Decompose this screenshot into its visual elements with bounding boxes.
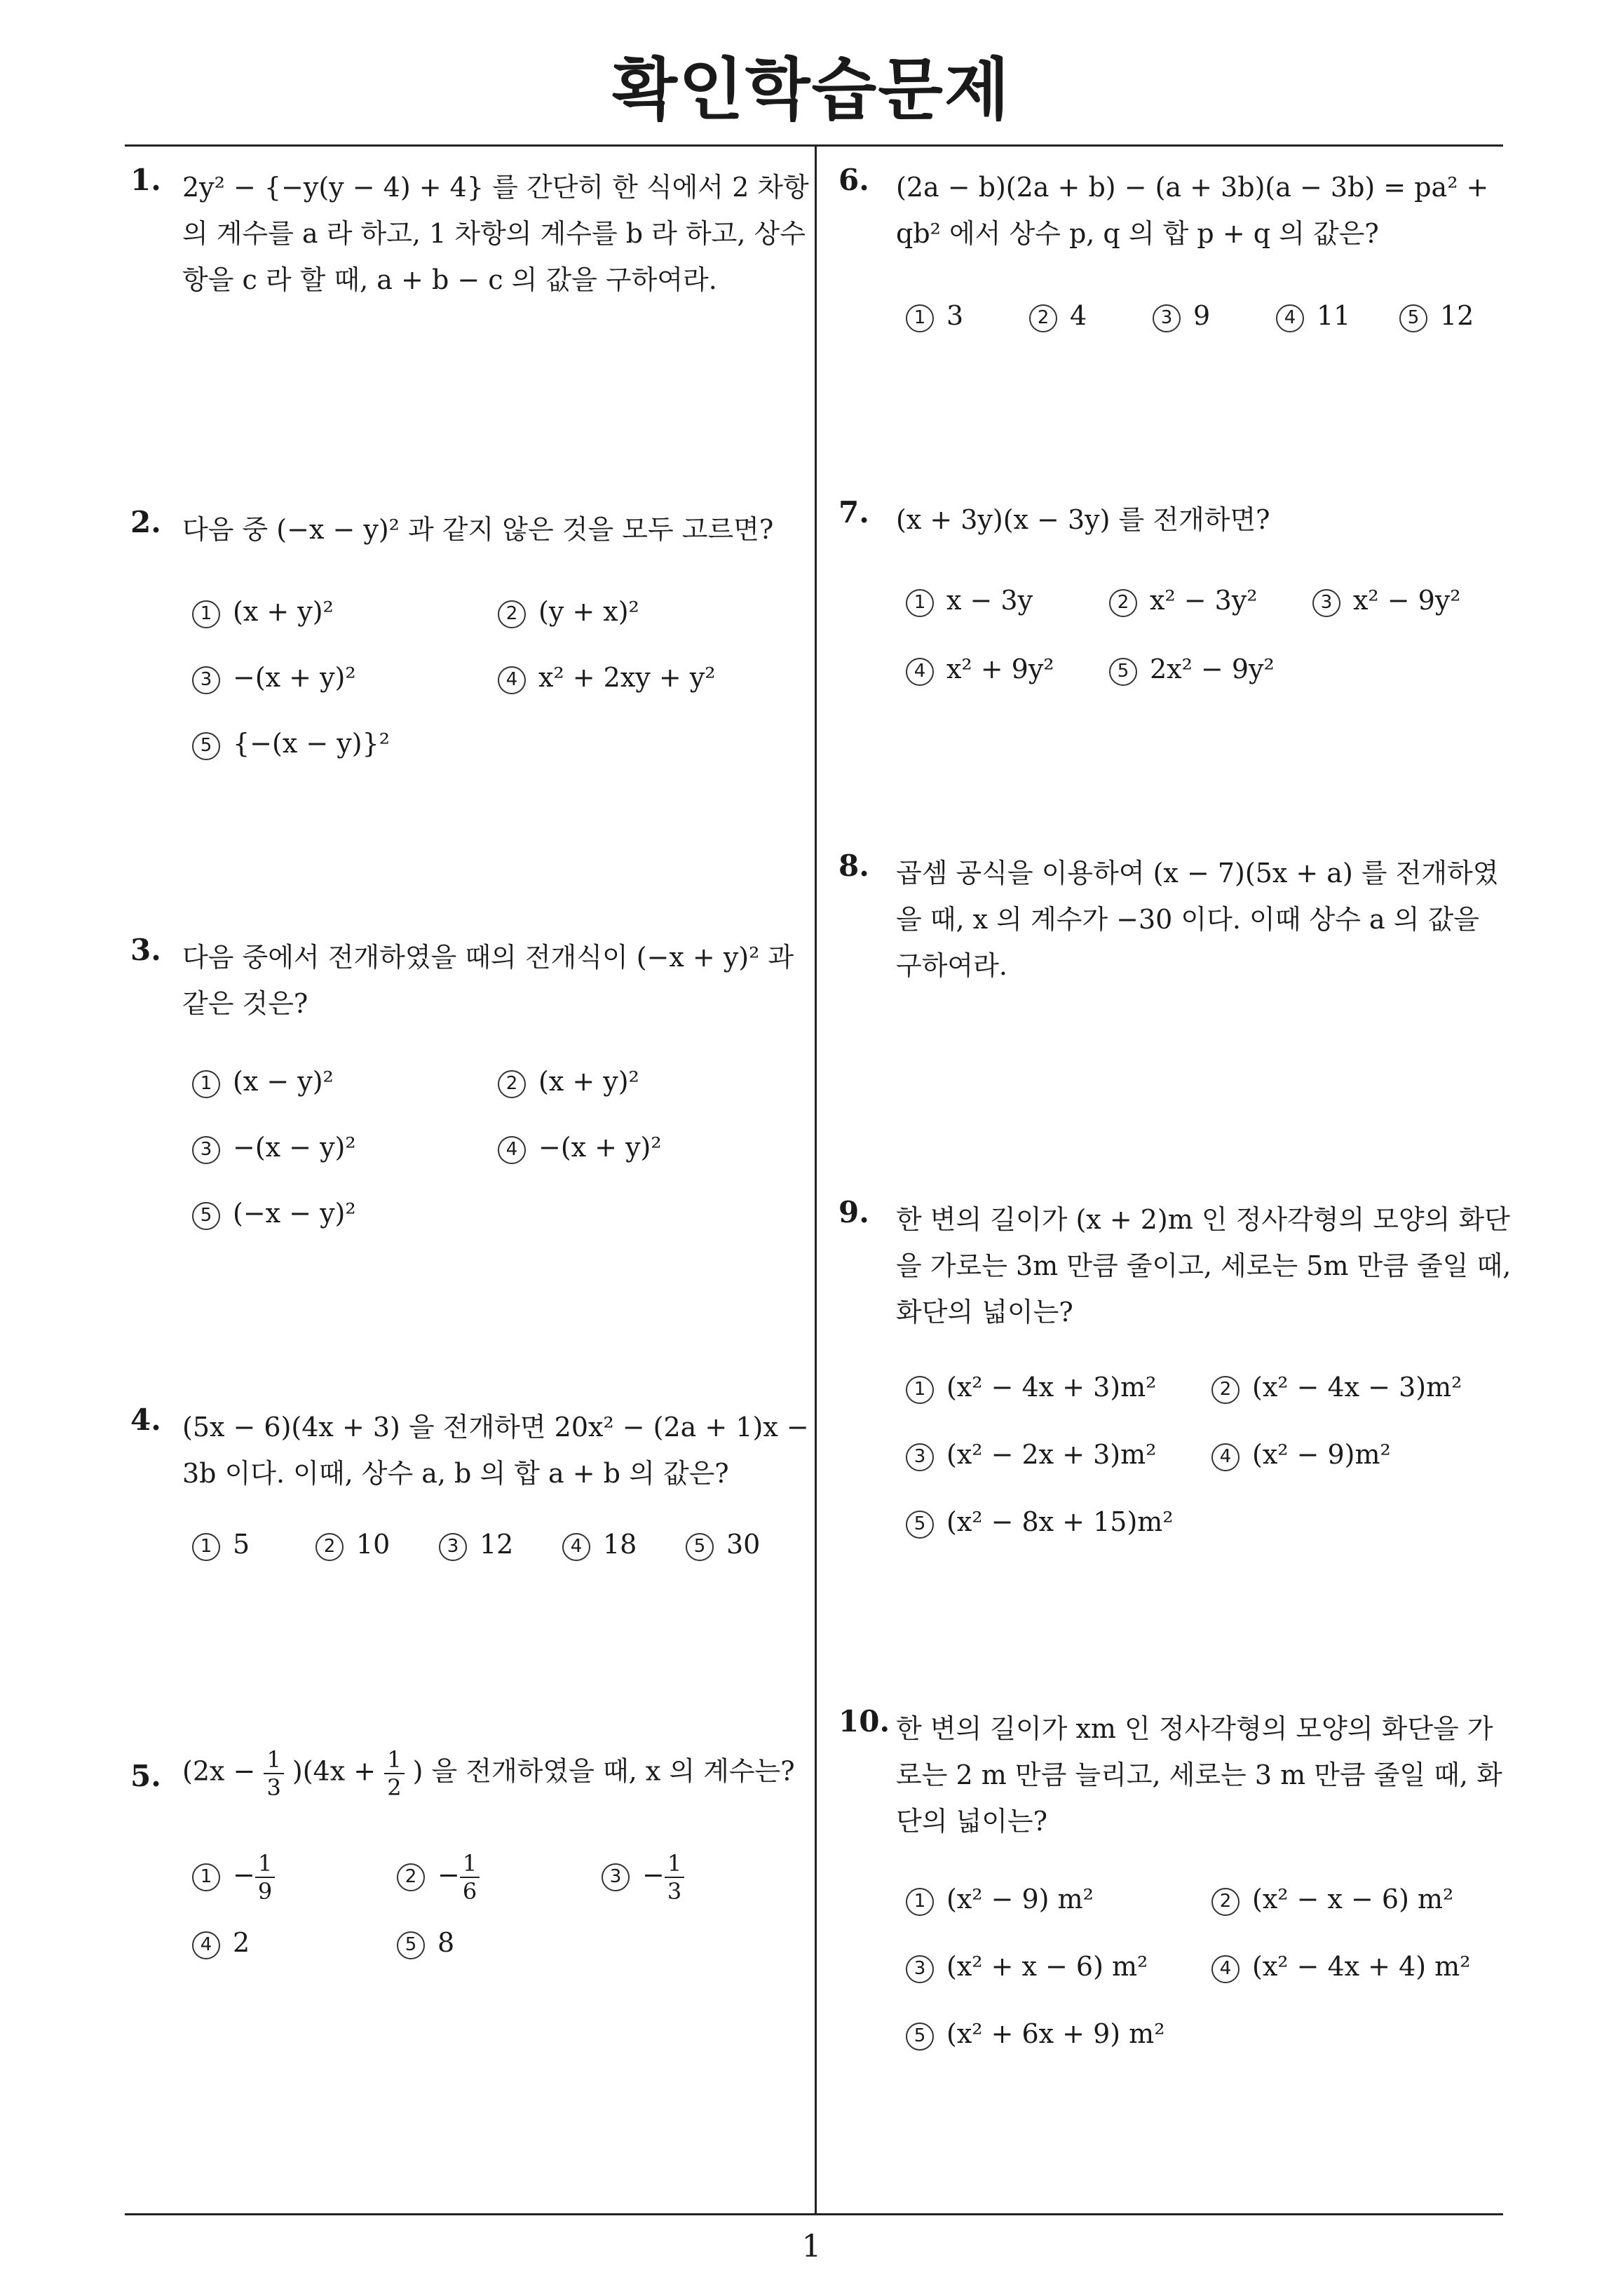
option-mark: 2 — [315, 1533, 344, 1561]
option-4[interactable]: 4 x² + 9y² — [906, 654, 1054, 686]
option-mark: 5 — [397, 1931, 425, 1959]
option-3[interactable]: 3 (x² + x − 6) m² — [906, 1951, 1148, 1983]
page-number: 1 — [801, 2229, 822, 2264]
option-mark: 4 — [1211, 1955, 1240, 1983]
option-3[interactable]: 3 −(x + y)² — [192, 662, 356, 694]
option-2[interactable]: 2 10 — [315, 1529, 390, 1561]
option-2[interactable]: 2 (x + y)² — [498, 1066, 639, 1098]
option-3[interactable]: 3 − $\frac{1}{3}$ — [602, 1850, 684, 1905]
option-1[interactable]: 1 (x² − 9) m² — [906, 1884, 1094, 1916]
option-mark: 3 — [602, 1863, 630, 1891]
question-number: 3. — [130, 933, 161, 967]
option-4[interactable]: 4 (x² − 9)m² — [1211, 1439, 1391, 1471]
option-5[interactable]: 5 2x² − 9y² — [1109, 654, 1275, 686]
option-mark: 2 — [1109, 589, 1137, 617]
question-number: 4. — [130, 1403, 161, 1437]
question-number: 9. — [838, 1195, 869, 1229]
option-mark: 1 — [192, 1070, 220, 1098]
option-mark: 2 — [397, 1863, 425, 1891]
option-mark: 5 — [192, 732, 220, 760]
option-4[interactable]: 4 x² + 2xy + y² — [498, 662, 715, 694]
option-1[interactable]: 1 x − 3y — [906, 585, 1033, 617]
question-text: 곱셈 공식을 이용하여 (x − 7)(5x + a) 를 전개하였을 때, x 의 계수가 −30 이다. 이때 상수 a 의 값을 구하여라. — [896, 858, 1499, 981]
question-number: 1. — [130, 163, 161, 197]
option-1[interactable]: 1 − $\frac{1}{9}$ — [192, 1850, 275, 1905]
option-mark: 1 — [192, 600, 220, 628]
option-3[interactable]: 3 x² − 9y² — [1312, 585, 1461, 617]
question-text: 다음 중 (−x − y)² 과 같지 않은 것을 모두 고르면? — [182, 514, 774, 545]
question-text: (x + 3y)(x − 3y) 를 전개하면? — [896, 504, 1270, 535]
option-2[interactable]: 2 (y + x)² — [498, 596, 639, 628]
option-5[interactable]: 5 (x² − 8x + 15)m² — [906, 1506, 1174, 1539]
option-mark: 3 — [192, 1136, 220, 1164]
fraction: $\frac{1}{6}$ — [460, 1850, 480, 1905]
question-text: (5x − 6)(4x + 3) 을 전개하면 20x² − (2a + 1)x − 3b 이다. 이때, 상수 a, b 의 합 a + b 의 값은? — [182, 1412, 809, 1489]
option-mark: 3 — [1312, 589, 1340, 617]
option-mark: 3 — [1153, 304, 1181, 332]
option-2[interactable]: 2 − $\frac{1}{6}$ — [397, 1850, 480, 1905]
option-mark: 1 — [906, 1376, 934, 1404]
question-number: 2. — [130, 505, 161, 539]
option-5[interactable]: 5 {−(x − y)}² — [192, 728, 390, 760]
question-number: 6. — [838, 163, 869, 197]
option-mark: 1 — [906, 304, 934, 332]
option-5[interactable]: 5 (−x − y)² — [192, 1198, 356, 1230]
option-mark: 4 — [498, 666, 526, 694]
question-number: 8. — [838, 849, 869, 883]
option-2[interactable]: 2 (x² − x − 6) m² — [1211, 1884, 1453, 1916]
option-mark: 5 — [686, 1533, 714, 1561]
option-3[interactable]: 3 9 — [1153, 300, 1210, 332]
fraction: $\frac{1}{2}$ — [384, 1746, 404, 1801]
option-mark: 5 — [1399, 304, 1427, 332]
option-4[interactable]: 4 2 — [192, 1927, 250, 1959]
option-3[interactable]: 3 (x² − 2x + 3)m² — [906, 1439, 1156, 1471]
option-mark: 3 — [906, 1443, 934, 1471]
option-4[interactable]: 4 (x² − 4x + 4) m² — [1211, 1951, 1470, 1983]
option-1[interactable]: 1 (x² − 4x + 3)m² — [906, 1372, 1156, 1404]
option-mark: 5 — [192, 1202, 220, 1230]
option-mark: 4 — [906, 658, 934, 686]
option-5[interactable]: 5 12 — [1399, 300, 1474, 332]
option-1[interactable]: 1 (x + y)² — [192, 596, 334, 628]
question-text: (2a − b)(2a + b) − (a + 3b)(a − 3b) = pa² + qb² 에서 상수 p, q 의 합 p + q 의 값은? — [896, 172, 1489, 249]
column-divider — [815, 145, 817, 2214]
question-number: 5. — [130, 1759, 161, 1793]
option-mark: 2 — [498, 600, 526, 628]
option-mark: 3 — [192, 666, 220, 694]
option-3[interactable]: 3 12 — [439, 1529, 513, 1561]
option-mark: 3 — [439, 1533, 467, 1561]
option-2[interactable]: 2 (x² − 4x − 3)m² — [1211, 1372, 1462, 1404]
option-mark: 5 — [1109, 658, 1137, 686]
option-mark: 1 — [906, 589, 934, 617]
option-5[interactable]: 5 30 — [686, 1529, 760, 1561]
option-mark: 4 — [192, 1931, 220, 1959]
option-mark: 4 — [498, 1136, 526, 1164]
option-mark: 2 — [1211, 1888, 1240, 1916]
question-text: 다음 중에서 전개하였을 때의 전개식이 (−x + y)² 과 같은 것은? — [182, 942, 794, 1019]
option-1[interactable]: 1 3 — [906, 300, 963, 332]
option-mark: 3 — [906, 1955, 934, 1983]
option-mark: 5 — [906, 2022, 934, 2051]
question-number: 10. — [838, 1704, 890, 1738]
option-mark: 4 — [1211, 1443, 1240, 1471]
question-text: (2x − $\frac{1}{3}$ )(4x + $\frac{1}{2}$ ) 을 전개하였을 때, x 의 계수는? — [182, 1746, 795, 1801]
option-1[interactable]: 1 (x − y)² — [192, 1066, 334, 1098]
fraction: $\frac{1}{3}$ — [665, 1850, 684, 1905]
option-mark: 1 — [906, 1888, 934, 1916]
option-1[interactable]: 1 5 — [192, 1529, 250, 1561]
option-mark: 5 — [906, 1511, 934, 1539]
option-mark: 2 — [1211, 1376, 1240, 1404]
option-mark: 4 — [562, 1533, 590, 1561]
fraction: $\frac{1}{9}$ — [255, 1850, 275, 1905]
question-text: 한 변의 길이가 xm 인 정사각형의 모양의 화단을 가로는 2 m 만큼 늘리고, 세로는 3 m 만큼 줄일 때, 화단의 넓이는? — [896, 1713, 1502, 1837]
option-mark: 1 — [192, 1533, 220, 1561]
fraction: $\frac{1}{3}$ — [264, 1746, 283, 1801]
option-2[interactable]: 2 x² − 3y² — [1109, 585, 1258, 617]
question-text: 2y² − {−y(y − 4) + 4} 를 간단히 한 식에서 2 차항의 계수를 a 라 하고, 1 차항의 계수를 b 라 하고, 상수항을 c 라 할 때, a + b − c 의 값을 구하여라. — [182, 172, 809, 295]
bottom-divider — [125, 2213, 1503, 2215]
option-4[interactable]: 4 −(x + y)² — [498, 1132, 662, 1164]
option-2[interactable]: 2 4 — [1029, 300, 1087, 332]
option-3[interactable]: 3 −(x − y)² — [192, 1132, 356, 1164]
question-text: 한 변의 길이가 (x + 2)m 인 정사각형의 모양의 화단을 가로는 3m 만큼 줄이고, 세로는 5m 만큼 줄일 때, 화단의 넓이는? — [896, 1204, 1512, 1328]
page-title: 확인학습문제 — [612, 50, 1011, 129]
option-mark: 2 — [1029, 304, 1057, 332]
option-5[interactable]: 5 (x² + 6x + 9) m² — [906, 2018, 1164, 2051]
option-4[interactable]: 4 18 — [562, 1529, 637, 1561]
option-mark: 4 — [1276, 304, 1304, 332]
option-mark: 1 — [192, 1863, 220, 1891]
top-divider — [125, 144, 1503, 147]
option-4[interactable]: 4 11 — [1276, 300, 1350, 332]
question-number: 7. — [838, 495, 869, 529]
option-5[interactable]: 5 8 — [397, 1927, 454, 1959]
option-mark: 2 — [498, 1070, 526, 1098]
